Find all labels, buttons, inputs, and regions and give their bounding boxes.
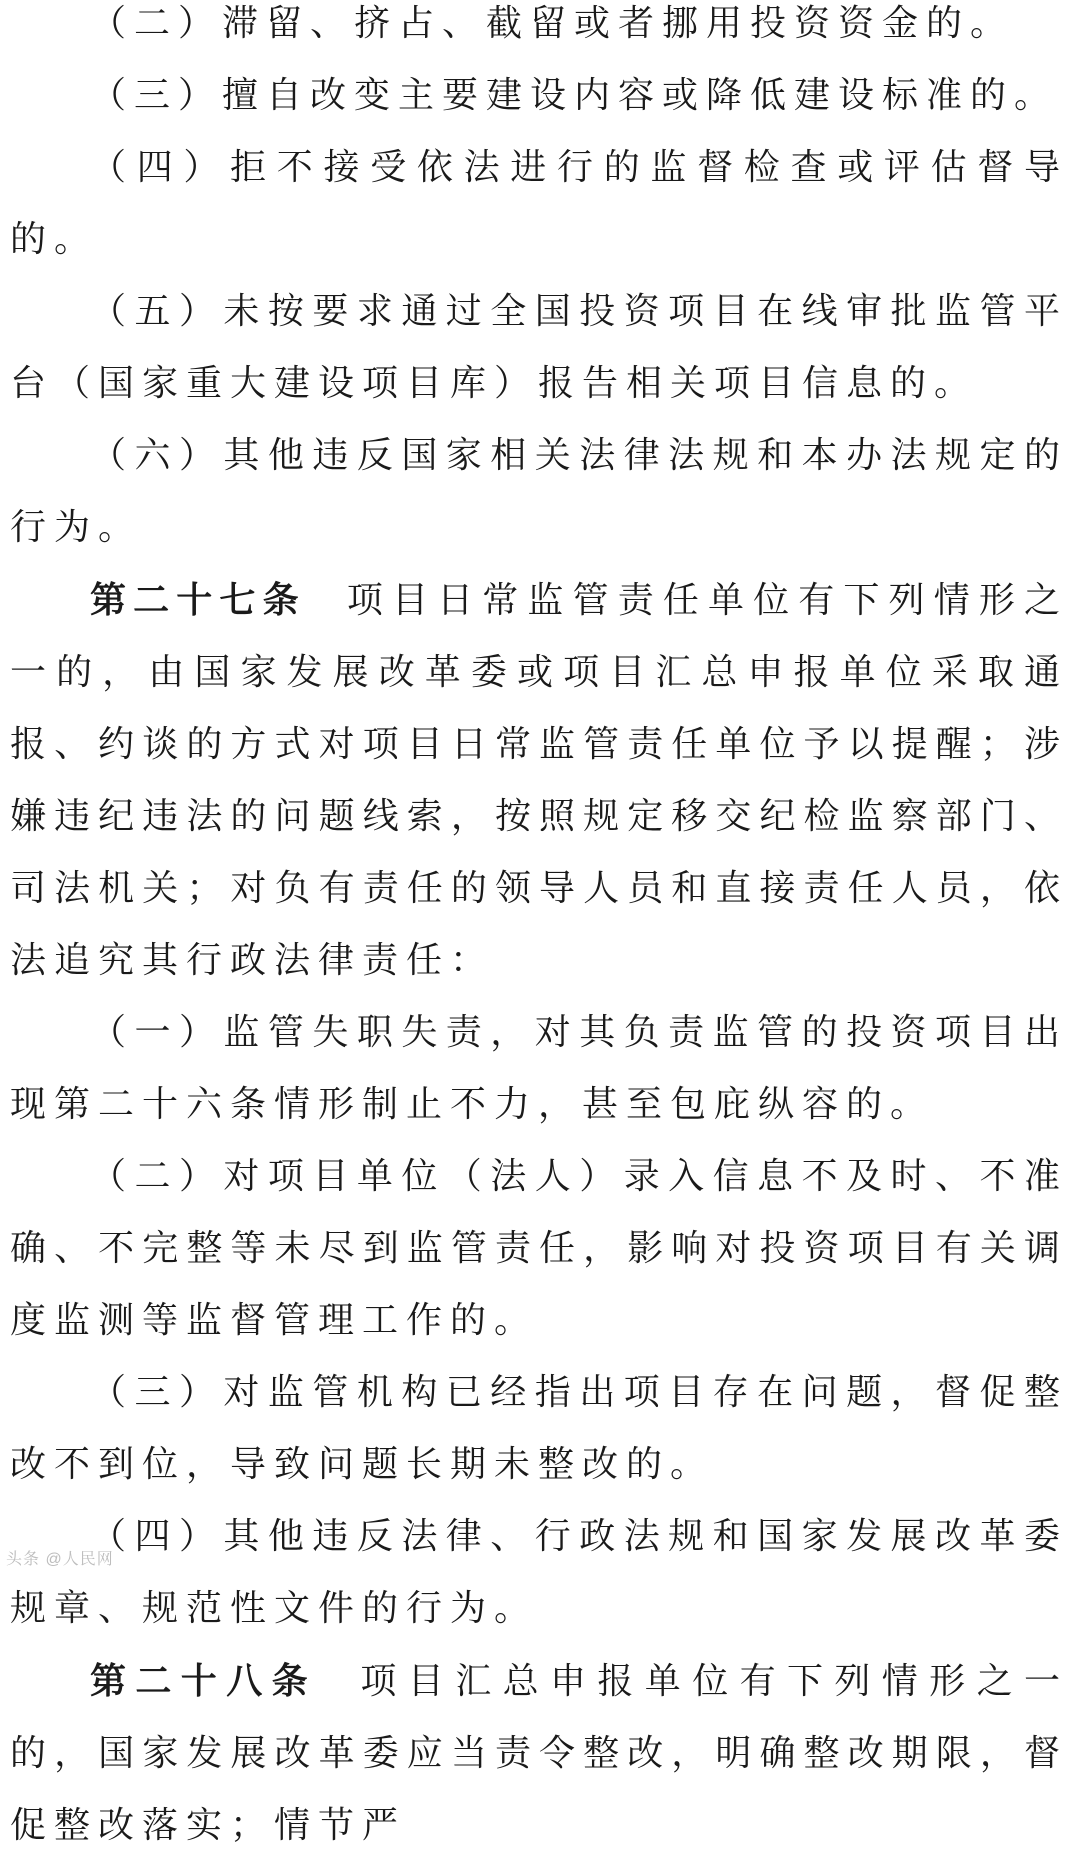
article-heading: 第二十八条 bbox=[90, 1660, 317, 1702]
paragraph-text: （六）其他违反国家相关法律法规和本办法规定的行为。 bbox=[10, 435, 1068, 548]
clause-item-5 bbox=[0, 276, 1080, 420]
paragraph-text: （二）滞留、挤占、截留或者挪用投资资金的。 bbox=[90, 3, 1015, 44]
clause-item-4 bbox=[0, 132, 1080, 276]
article-27 bbox=[0, 564, 1080, 997]
article-28 bbox=[0, 1645, 1080, 1862]
paragraph-text: （三）对监管机构已经指出项目存在问题，督促整改不到位，导致问题长期未整改的。 bbox=[10, 1372, 1068, 1485]
article-27-item-3 bbox=[0, 1357, 1080, 1501]
article-heading: 第二十七条 bbox=[90, 579, 306, 621]
article-27-item-2 bbox=[0, 1141, 1080, 1357]
watermark: 头条 @人民网 bbox=[6, 1551, 114, 1568]
article-27-item-1 bbox=[0, 997, 1080, 1141]
paragraph-text: （一）监管失职失责，对其负责监管的投资项目出现第二十六条情形制止不力，甚至包庇纵容的。 bbox=[10, 1012, 1068, 1125]
paragraph-text: 项目汇总申报单位有下列情形之一的，国家发展改革委应当责令整改，明确整改期限，督促整改落实；情节严 bbox=[10, 1661, 1068, 1846]
paragraph-text: （二）对项目单位（法人）录入信息不及时、不准确、不完整等未尽到监管责任，影响对投资项目有关调度监测等监督管理工作的。 bbox=[10, 1156, 1068, 1341]
paragraph-text: 项目日常监管责任单位有下列情形之一的，由国家发展改革委或项目汇总申报单位采取通报、约谈的方式对项目日常监管责任单位予以提醒；涉嫌违纪违法的问题线索，按照规定移交纪检监察部门、司法机关；对负有责任的领导人员和直接责任人员，依法追究其行政法律责任： bbox=[10, 580, 1068, 981]
article-27-item-4 bbox=[0, 1501, 1080, 1645]
clause-item-3 bbox=[0, 60, 1080, 132]
paragraph-text: （四）其他违反法律、行政法规和国家发展改革委规章、规范性文件的行为。 bbox=[10, 1516, 1068, 1629]
paragraph-text: （五）未按要求通过全国投资项目在线审批监管平台（国家重大建设项目库）报告相关项目信息的。 bbox=[10, 291, 1068, 404]
paragraph-text: （四）拒不接受依法进行的监督检查或评估督导的。 bbox=[10, 147, 1068, 260]
paragraph-text: （三）擅自改变主要建设内容或降低建设标准的。 bbox=[90, 75, 1059, 116]
clause-item-2 bbox=[0, 0, 1080, 60]
clause-item-6 bbox=[0, 420, 1080, 564]
